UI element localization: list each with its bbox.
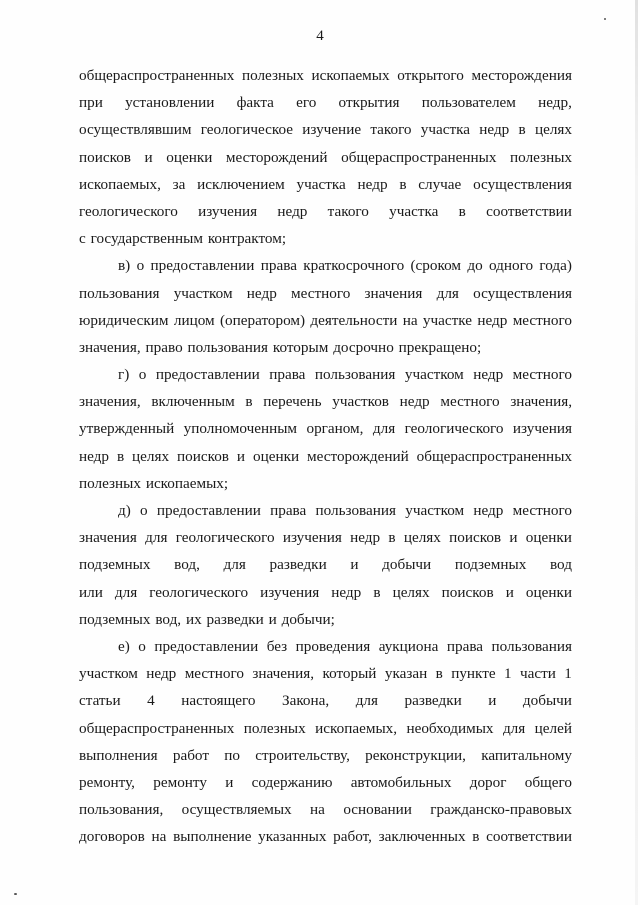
word: значения,: [79, 338, 141, 356]
word: вод: [549, 556, 572, 574]
word: добычи;: [281, 610, 335, 628]
word: на: [402, 311, 418, 329]
text-line: [79, 144, 572, 171]
text-line: [79, 171, 572, 198]
word: за: [172, 175, 186, 193]
word: вод,: [155, 610, 182, 628]
word: пользователем: [421, 94, 516, 112]
word: разведки: [269, 556, 327, 574]
word: соответствии: [486, 828, 572, 846]
word: и: [350, 556, 359, 574]
word: при: [79, 94, 103, 112]
word: о: [136, 257, 145, 275]
word: государственным: [90, 230, 203, 248]
word: изучения: [260, 583, 320, 601]
word: изучение: [302, 121, 362, 139]
word: краткосрочного: [303, 257, 405, 275]
word: дорог: [469, 773, 507, 791]
word: их: [185, 610, 202, 628]
word: участке: [422, 311, 472, 329]
word: целей: [534, 719, 572, 737]
word: в: [399, 175, 407, 193]
word: или: [79, 583, 103, 601]
word: поисков: [441, 583, 494, 601]
word: случае: [418, 175, 462, 193]
word: в: [472, 828, 480, 846]
word: такого: [327, 202, 369, 220]
word: лицом: [173, 311, 215, 329]
word: недр: [246, 284, 277, 302]
word: предоставлении: [155, 366, 260, 384]
word: общераспространенных: [341, 148, 497, 166]
word: 1: [564, 665, 572, 683]
word: деятельности: [310, 311, 398, 329]
word: автомобильных: [350, 773, 452, 791]
word: для: [502, 719, 526, 737]
word: заключенных: [378, 828, 466, 846]
word: настоящего: [181, 692, 256, 710]
text-line: [79, 551, 572, 578]
word: утвержденный: [79, 420, 175, 438]
word: недр: [79, 447, 109, 465]
word: перечень: [263, 393, 322, 411]
text-line: [79, 769, 572, 796]
text-line: [79, 470, 572, 497]
word: факта: [236, 94, 274, 112]
word: года): [539, 257, 572, 275]
word: и: [268, 610, 277, 628]
word: реконструкции,: [365, 746, 466, 764]
word: недр: [331, 583, 362, 601]
word: на: [310, 801, 325, 819]
word: разведки: [404, 692, 462, 710]
word: указанных: [258, 828, 327, 846]
word: досрочно: [333, 338, 394, 356]
word: установлении: [125, 94, 215, 112]
word: осуществляемых: [181, 801, 292, 819]
word: о: [138, 637, 146, 655]
word: геологического: [404, 420, 504, 438]
scan-edge-shadow: [635, 0, 638, 905]
word: в: [245, 393, 253, 411]
text-line: [79, 116, 572, 143]
text-line: [79, 742, 572, 769]
word: ископаемых,: [315, 719, 398, 737]
word: местного: [512, 311, 572, 329]
text-line: [79, 715, 572, 742]
text-line: [79, 361, 572, 388]
word: права: [446, 637, 484, 655]
word: для: [436, 284, 459, 302]
word: право: [145, 338, 183, 356]
word: участков: [332, 393, 389, 411]
word: участка: [420, 121, 471, 139]
word: который: [322, 665, 377, 683]
word: оценки: [253, 447, 300, 465]
text-line: [79, 62, 572, 89]
word: изучения: [512, 420, 572, 438]
word: разведки: [206, 610, 264, 628]
word: в): [118, 257, 131, 275]
word: значения,: [79, 393, 141, 411]
word: содержанию: [251, 773, 333, 791]
word: исключением: [197, 175, 285, 193]
text-line: [79, 633, 572, 660]
text-line: [79, 415, 572, 442]
text-line: [79, 280, 572, 307]
word: месторождения: [471, 67, 572, 84]
word: д): [118, 502, 131, 519]
word: указан: [384, 665, 428, 683]
word: е): [118, 637, 130, 655]
word: полезных: [79, 474, 141, 492]
word: в: [373, 583, 381, 601]
word: статьи: [79, 692, 121, 710]
word: недр: [357, 175, 388, 193]
word: поисков: [177, 447, 229, 465]
word: месторождений: [225, 148, 328, 166]
word: открытого: [397, 67, 464, 84]
word: в: [116, 447, 125, 465]
word: включенным: [151, 393, 235, 411]
word: недр: [477, 311, 508, 329]
word: участком: [173, 284, 233, 302]
word: геологического: [175, 529, 275, 547]
word: подземных: [79, 610, 151, 628]
word: с: [79, 230, 86, 248]
word: предоставлении: [150, 257, 255, 275]
text-line: [79, 334, 572, 361]
text-line: [79, 307, 572, 334]
word: для: [372, 420, 396, 438]
word: недр: [146, 665, 177, 683]
word: пользования: [79, 284, 160, 302]
word: контрактом;: [207, 230, 287, 248]
word: аукциона: [378, 637, 439, 655]
text-line: [79, 687, 572, 714]
word: осуществлявшим: [79, 121, 192, 139]
word: поисков: [449, 529, 502, 547]
word: целях: [132, 447, 170, 465]
word: поисков: [79, 148, 131, 166]
word: общераспространенных: [79, 719, 235, 737]
word: права: [260, 257, 297, 275]
word: строительству,: [255, 746, 350, 764]
word: осуществления: [473, 175, 572, 193]
word: значения: [364, 284, 423, 302]
text-line: [79, 443, 572, 470]
text-line: [79, 524, 572, 551]
word: значения: [79, 529, 137, 547]
word: целях: [392, 583, 430, 601]
word: 4: [147, 692, 155, 710]
word: для: [355, 692, 378, 710]
word: на: [151, 828, 167, 846]
word: предоставлении: [154, 637, 259, 655]
word: и: [236, 447, 246, 465]
word: 1: [504, 665, 512, 683]
word: участка: [389, 202, 439, 220]
word: о: [140, 502, 148, 519]
word: работ,: [333, 828, 372, 846]
word: пункте: [451, 665, 496, 683]
word: в: [435, 665, 443, 683]
word: участком: [79, 665, 138, 683]
word: полезных: [241, 67, 304, 84]
word: открытия: [338, 94, 400, 112]
word: местного: [291, 284, 351, 302]
word: оценки: [525, 529, 572, 547]
word: участком: [404, 366, 464, 384]
word: капитальному: [481, 746, 572, 764]
word: местного: [184, 665, 244, 683]
text-line: [79, 225, 572, 252]
word: выполнение: [173, 828, 252, 846]
word: общего: [524, 773, 572, 791]
word: такого: [370, 121, 412, 139]
word: подземных: [454, 556, 527, 574]
word: для: [114, 583, 138, 601]
word: для: [145, 529, 168, 547]
word: местного: [512, 502, 572, 519]
word: гражданско-правовых: [430, 801, 572, 819]
word: недр: [277, 202, 308, 220]
word: ремонту: [153, 773, 207, 791]
word: его: [296, 94, 317, 112]
text-line: [79, 796, 572, 823]
word: геологического: [149, 583, 249, 601]
word: недр: [473, 366, 504, 384]
word: проведения: [295, 637, 371, 655]
word: ископаемых,: [79, 175, 161, 193]
word: юридическим: [79, 311, 169, 329]
text-line: [79, 89, 572, 116]
word: органом,: [306, 420, 364, 438]
word: полезных: [510, 148, 572, 166]
text-line: [79, 579, 572, 606]
word: участка: [296, 175, 346, 193]
word: изучения: [198, 202, 258, 220]
word: в: [458, 202, 466, 220]
word: одного: [489, 257, 534, 275]
word: недр: [473, 502, 504, 519]
word: полезных: [243, 719, 306, 737]
scan-speck: [14, 893, 17, 895]
word: местного: [512, 366, 572, 384]
word: геологического: [79, 202, 178, 220]
word: недр: [350, 529, 381, 547]
word: осуществления: [473, 284, 572, 302]
word: пользования: [491, 637, 572, 655]
word: (оператором): [219, 311, 306, 329]
word: соответствии: [486, 202, 572, 220]
word: по: [224, 746, 240, 764]
text-line: [79, 660, 572, 687]
word: и: [505, 583, 514, 601]
word: общераспространенных: [416, 447, 572, 465]
word: работ: [172, 746, 209, 764]
word: которым: [272, 338, 329, 356]
word: изучения: [282, 529, 342, 547]
text-line: [79, 823, 572, 850]
word: основании: [343, 801, 412, 819]
word: пользования: [315, 502, 397, 519]
word: уполномоченным: [183, 420, 298, 438]
word: добычи: [382, 556, 432, 574]
word: пользования: [314, 366, 396, 384]
word: значения,: [252, 665, 315, 683]
word: без: [266, 637, 288, 655]
word: ископаемых;: [145, 474, 229, 492]
word: вод,: [174, 556, 200, 574]
word: права: [269, 366, 306, 384]
word: и: [144, 148, 153, 166]
word: предоставлении: [156, 502, 261, 519]
word: общераспространенных: [79, 67, 235, 84]
text-line: [79, 497, 572, 524]
word: ремонту,: [79, 773, 135, 791]
word: г): [118, 366, 130, 384]
word: оценки: [166, 148, 213, 166]
word: договоров: [79, 828, 145, 846]
word: о: [138, 366, 147, 384]
word: целях: [534, 121, 572, 139]
word: прекращено;: [398, 338, 482, 356]
word: оценки: [525, 583, 572, 601]
word: геологическое: [200, 121, 294, 139]
word: участком: [405, 502, 465, 519]
word: до: [467, 257, 483, 275]
word: части: [520, 665, 556, 683]
text-line: [79, 198, 572, 225]
page-number: 4: [316, 28, 324, 44]
word: добычи: [522, 692, 572, 710]
word: недр: [479, 121, 510, 139]
word: месторождений: [307, 447, 409, 465]
word: ископаемых: [311, 67, 390, 84]
word: права: [270, 502, 307, 519]
word: и: [488, 692, 497, 710]
word: выполнения: [79, 746, 158, 764]
word: для: [223, 556, 246, 574]
word: в: [518, 121, 526, 139]
text-line: [79, 388, 572, 415]
word: значения,: [510, 393, 572, 411]
word: (сроком: [410, 257, 462, 275]
scan-speck: [604, 18, 606, 20]
word: недр: [399, 393, 430, 411]
word: в: [388, 529, 396, 547]
word: пользования,: [79, 801, 164, 819]
text-line: [79, 252, 572, 279]
word: недр,: [538, 94, 572, 112]
word: пользования: [187, 338, 269, 356]
text-line: [79, 606, 572, 633]
word: и: [509, 529, 518, 547]
document-body: [79, 62, 572, 850]
word: необходимых: [406, 719, 494, 737]
word: Закона,: [281, 692, 330, 710]
word: местного: [440, 393, 500, 411]
word: целях: [403, 529, 441, 547]
word: подземных: [79, 556, 151, 574]
word: и: [225, 773, 234, 791]
